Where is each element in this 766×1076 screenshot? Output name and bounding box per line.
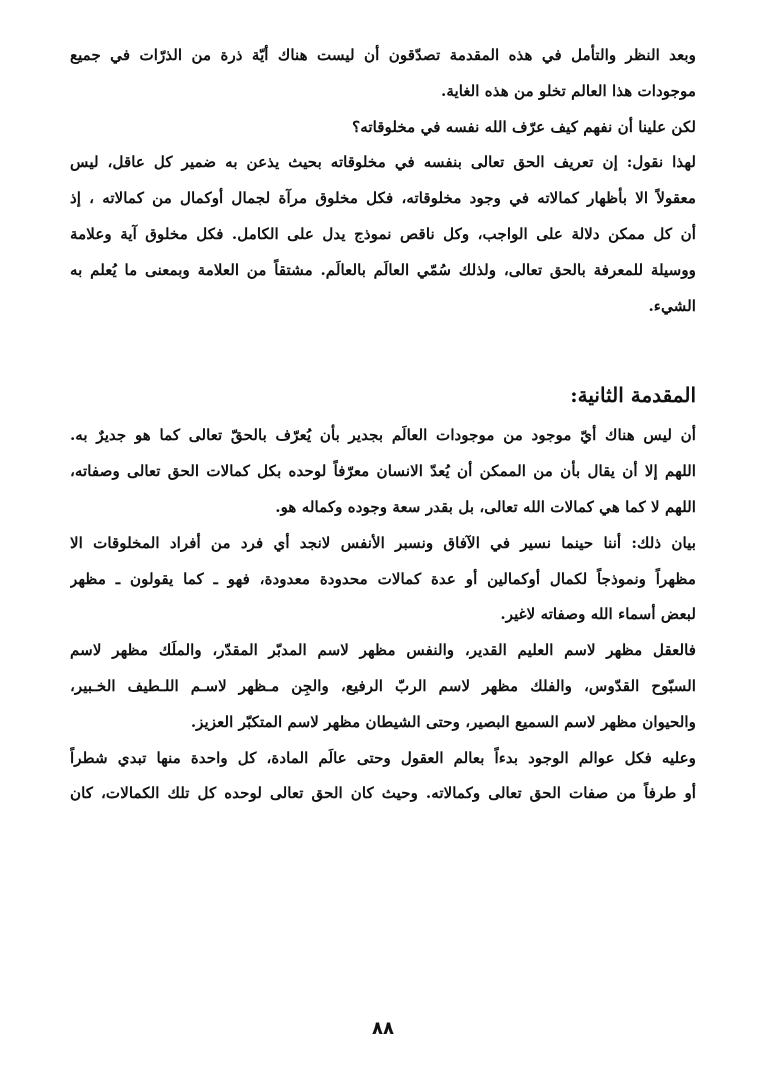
text-line: أن كل ممكن دلالة على الواجب، وكل ناقص نموذج يدل على الكامل. فكل مخلوق آية وعلامة xyxy=(70,224,696,243)
text-line: لهذا نقول: إن تعريف الحق تعالى بنفسه في مخلوقاته بحيث يذعن به ضمير كل عاقل، ليس xyxy=(70,153,696,172)
text-line: الشيء. xyxy=(648,296,696,315)
text-line: ووسيلة للمعرفة بالحق تعالى، ولذلك سُمّي العالَم بالعالَم. مشتقاً من العلامة وبمعنى ما يُعلم به xyxy=(70,260,696,279)
text-line: وبعد النظر والتأمل في هذه المقدمة تصدّقون أن ليست هناك أيّة ذرة من الذرّات في جميع xyxy=(70,46,696,64)
paragraph xyxy=(70,633,696,740)
text-line: وعليه فكل عوالم الوجود بدءاً بعالم العقول وحتى عالَم المادة، كل واحدة منها تبدي شطراً xyxy=(70,748,696,767)
text-line: اللهم لا كما هي كمالات الله تعالى، بل بقدر سعة وجوده وكماله هو. xyxy=(275,497,696,516)
text-line: اللهم إلا أن يقال بأن من الممكن أن يُعدّ الانسان معرّفاً لوحده بكل كمالات الحق تعالى وصفاته، xyxy=(70,462,696,481)
text-line: فالعقل مظهر لاسم العليم القدير، والنفس مظهر لاسم المدبّر المقدّر، والملَك مظهر لاسم xyxy=(70,641,696,660)
text-line: أن ليس هناك أيّ موجود من موجودات العالَم بجدير بأن يُعرّف بالحقّ تعالى كما هو جديرٌ به. xyxy=(70,426,696,445)
paragraph xyxy=(70,145,696,324)
text-line: معقولاً الا بأظهار كمالاته في وجود مخلوقاته، فكل مخلوق مرآة لجمال أوكمال من كمالاته ، إذ xyxy=(70,189,696,208)
text-line: لبعض أسماء الله وصفاته لاغير. xyxy=(500,605,696,624)
text-line: موجودات هذا العالم تخلو من هذه الغاية. xyxy=(441,81,696,100)
page-body xyxy=(70,38,696,812)
paragraph xyxy=(70,741,696,813)
paragraph xyxy=(70,526,696,633)
paragraph xyxy=(70,110,696,146)
text-line: لكن علينا أن نفهم كيف عرّف الله نفسه في مخلوقاته؟ xyxy=(352,117,696,136)
section-gap xyxy=(70,324,696,372)
page-number: ٨٨ xyxy=(372,1018,394,1039)
paragraph xyxy=(70,38,696,110)
section-heading: المقدمة الثانية: xyxy=(570,383,696,408)
paragraph xyxy=(70,418,696,525)
text-line: أو طرفاً من صفات الحق تعالى وكمالاته. وحيث كان الحق تعالى لوحده كل تلك الكمالات، كان xyxy=(70,784,696,803)
text-line: السبّوح القدّوس، والفلك مظهر لاسم الربّ الرفيع، والجِن مـظهر لاسـم اللـطيف الخـبير، xyxy=(70,676,696,695)
text-line: بيان ذلك: أننا حينما نسير في الآفاق ونسبر الأنفس لانجد أي فرد من أفراد المخلوقات الا xyxy=(70,533,696,552)
text-line: مظهراً ونموذجاً لكمال أوكمالين أو عدة كمالات محدودة معدودة، فهو ـ كما يقولون ـ مظهر xyxy=(70,569,696,588)
text-line: والحيوان مظهر لاسم السميع البصير، وحتى الشيطان مظهر لاسم المتكبّر العزيز. xyxy=(190,712,696,731)
